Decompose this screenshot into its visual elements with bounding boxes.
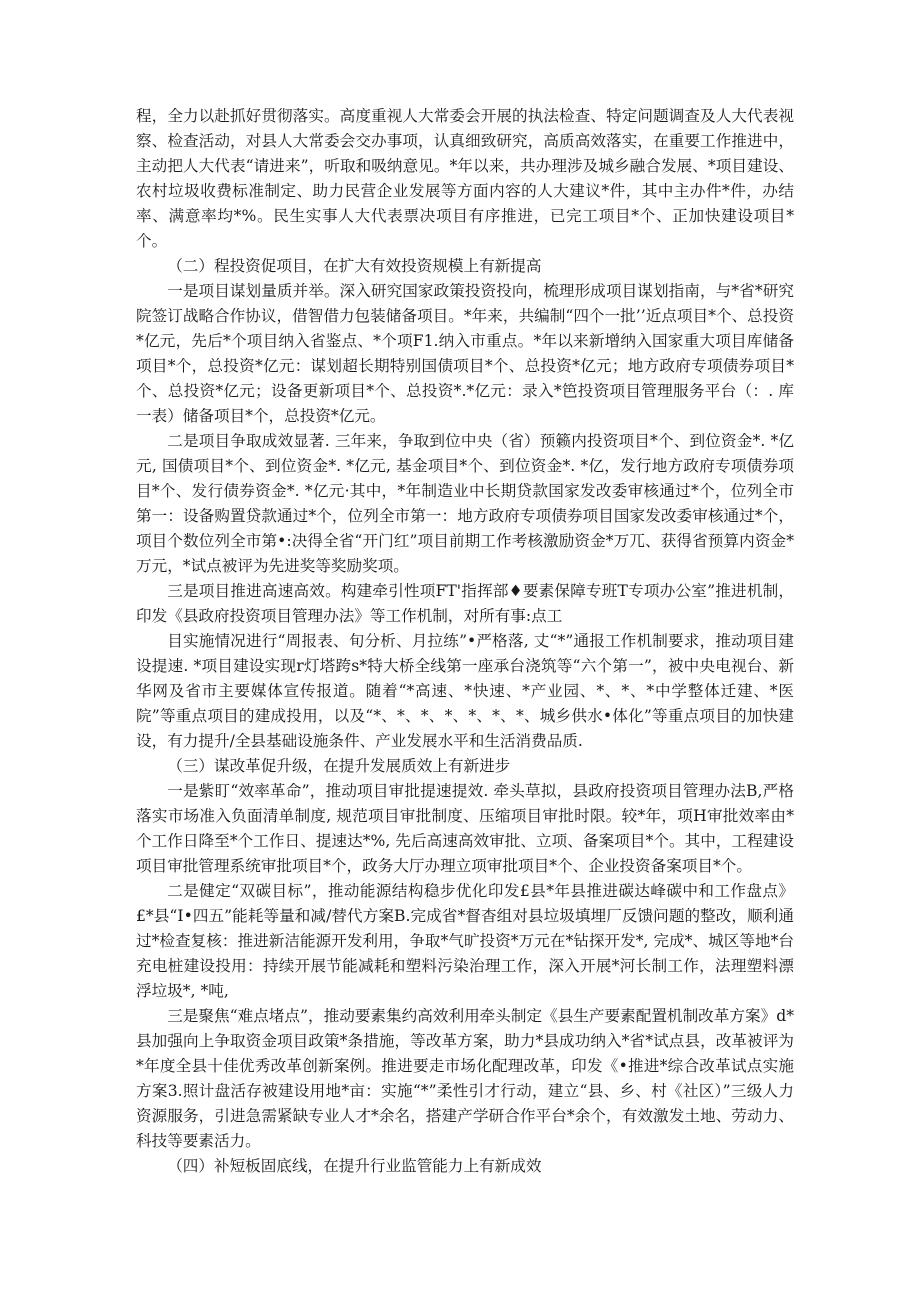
section-heading-4: （四）补短板固底线，在提升行业监管能力上有新成效 <box>167 1157 542 1175</box>
paragraph-continuation: 程，全力以赴抓好贯彻落实。高度重视人大常委会开展的执法检查、特定问题调查及人大代表视察、检查活动，对县人大常委会交办事项，认真细致研究，高质高效落实，在重要工作推进中，主动把人大代表“请进来”，听取和吸纳意见。*年以来，共办理涉及城乡融合发展、*项目建设、农村垃圾收费标准制定、助力民营企业发展等方面内容的人大建议*件，其中主办件*件，办结率、满意率均*%。民生实事人大代表票决项目有序推进，已完工项目*个、正加快建设项目*个。 <box>136 107 794 250</box>
section-heading-3: （三）谋改革促升级，在提升发展质效上有新进步 <box>167 757 511 775</box>
paragraph-project-funding: 二是项目争取成效显著. 三年来，争取到位中央（省）预籁内投资项目*个、到位资金*. *亿元, 国债项目*个、到位资金*. *亿元, 基金项目*个、到位资金*. *亿，发行地方政府专项债券项目*个、发行债券资金*. *亿元·其中，*年制造业中长期贷款国家发改委审核通过*个，位列全市第一：设备购置贷款通过*个，位列全市第一：地方政府专项债券项目国家发改委审核通过*个，项目个数位列全市第•:决得全省“开门红”项目前期工作考核激励资金*万兀、获得省预算内资金*万元，*试点被评为先进奖等奖励奖项。 <box>136 432 794 575</box>
section-heading-2: （二）程投资促项目，在扩大有效投资规模上有新提高 <box>167 257 542 275</box>
paragraph-efficiency-reform: 一是紫盯“效率革命”，推动项目审批提速提效. 牵头草拟，县政府投资项目管理办法B,严格落实市场准入负面清单制度, 规范项目审批制度、压缩项目审批时限。较*年，项H审批效率由*个工作日降至*个工作日、提速达*%, 先后高速高效审批、立项、备案项目*个。其中，工程建设项目审批管理系统审批项目*个，政务大厅办理立项审批项目*个、企业投资备案项目*个。 <box>136 782 794 875</box>
paragraph-project-planning: 一是项目谋划量质并举。深入研究国家政策投资投向，梳理形成项目谋划指南，与*省*研究院签订战略合作协议，借智借力包装储备项目。*年来，共编制“四个一批’’近点项目*个、总投资*亿元，先后*个项目纳入省鉴点、*个项F1.纳入市重点。*年以来新增纳入国家重大项目库储备项目*个，总投资*亿元：谋划超长期特别国债项目*个、总投资*亿元；地方政府专项债券项目*个、总投资*亿元；设备更新项目*个、总投资*.*亿元：录入*笆投资项目管理服务平台（：. 库一表）储备项目*个，总投资*亿元。 <box>136 282 794 425</box>
paragraph-dual-carbon: 二是健定“双碳目标”，推动能源结构稳步优化印发£县*年县推进碳达峰碳中和工作盘点》£*县“I•四五”能耗等量和减/替代方案B.完成省*督杳组对县垃圾填埋厂反馈问题的整改，顺利通过*检查复核：推进新洁能源开发利用，争取*气旷投资*万元在*钻探开发*, 完成*、城区等地*台充电桩建设投用：持续开展节能减耗和塑料污染治理工作，深入开展*河长制工作，法理塑料漂浮垃圾*, *吨, <box>136 882 794 1000</box>
document-body <box>136 104 794 1179</box>
paragraph-factor-allocation: 三是聚焦“难点堵点”，推动要素集约高效利用牵头制定《县生产要素配置机制改革方案》d*县加强向上争取资金项目政策*条措施，等改革方案，助力*县成功纳入*省*试点县，改革被评为*年度全县十佳优秀改革创新案例。推进要走市场化配理改革，印发《•推进*综合改革试点实施方案3.照计盘活存被建设用地*亩：实施“*”柔性引才行动，建立“县、乡、村《社区）”三级人力资源服务，引进急需紧缺专业人才*余名，搭建产学研合作平台*余个，有效激发土地、劳动力、科技等要素活力。 <box>136 1007 794 1150</box>
paragraph-project-progress: 三是项目推进高速高效。构建牵引性项FT'指挥部♦要素保障专班T专项办公室”推进机制，印发《县政府投资项目管理办法》等工作机制，对所有事:点工 <box>136 582 794 625</box>
paragraph-project-progress-cont: 目实施情况进行“周报表、旬分析、月拉练”•严格落, 丈“*”通报工作机制要求，推动项目建设提速. *项目建设实现r灯塔跨s*特大桥全线第一座承台浇筑等“六个第一”，被中央电视台、新华网及省市主要媒体宣传报道。随着“*高速、*快速、*产业园、*、*、*中学整体迁建、*医院”等重点项目的建成投用，以及“*、*、*、*、*、*、*、城乡供水•体化”等重点项目的加快建设，有力提升/全县基础设施条件、产业发展水平和生活消费品质. <box>136 632 794 750</box>
